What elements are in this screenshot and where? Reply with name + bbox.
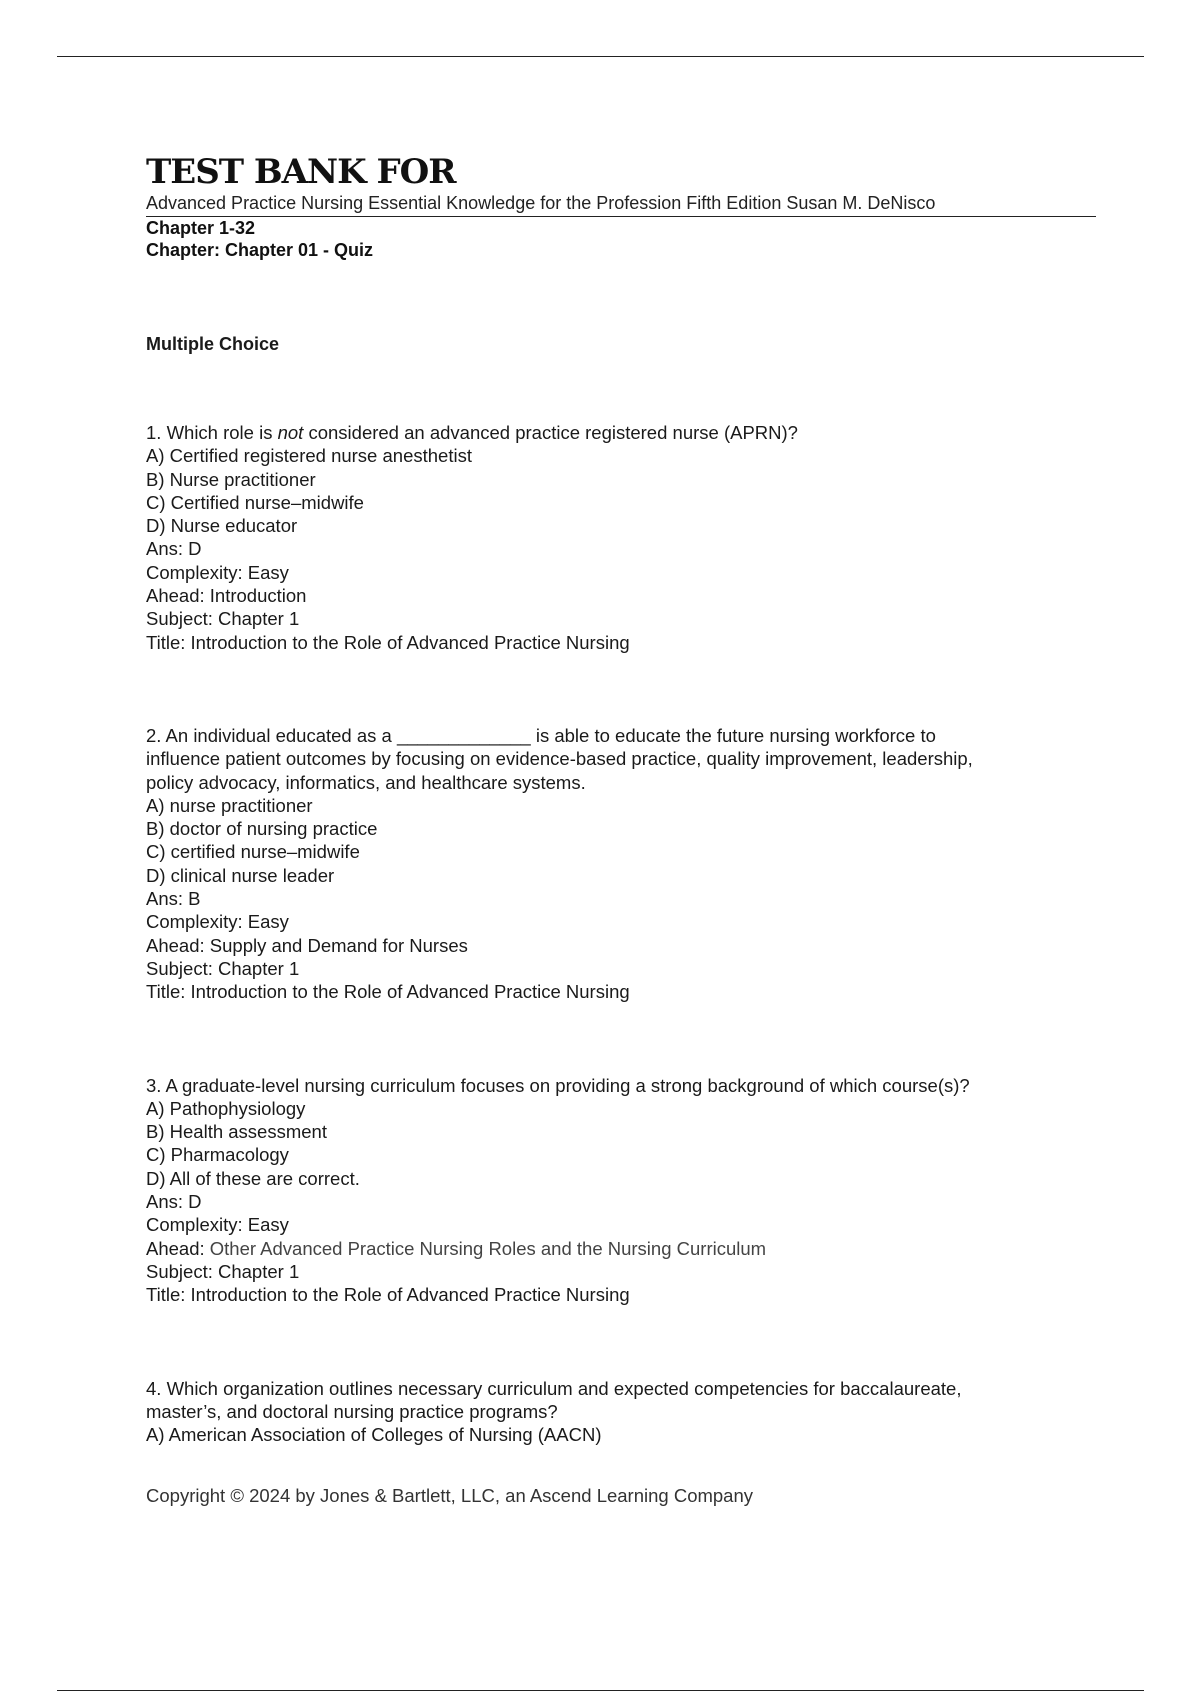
stem-emphasis: not (277, 422, 304, 443)
answer: Ans: D (146, 1191, 202, 1213)
ahead-label: Ahead: (146, 1237, 210, 1259)
ahead (146, 1237, 1096, 1260)
question-1 (146, 421, 1096, 654)
question-4 (146, 1377, 1096, 1447)
subject: Subject: Chapter 1 (146, 957, 300, 979)
top-rule (57, 56, 1144, 57)
option-a: A) American Association of Colleges of Nursing (AACN) (146, 1424, 602, 1446)
ahead: Ahead: Introduction (146, 585, 307, 607)
chapter-range: Chapter 1-32 (146, 218, 256, 238)
question-stem (146, 421, 1096, 444)
complexity: Complexity: Easy (146, 911, 289, 933)
answer: Ans: B (146, 888, 201, 910)
question-3 (146, 1074, 1096, 1307)
option-a: A) Certified registered nurse anesthetist (146, 445, 472, 467)
option-c: C) certified nurse–midwife (146, 841, 360, 863)
question-2 (146, 724, 1096, 1004)
stem-suffix: considered an advanced practice registered nurse (APRN)? (303, 422, 798, 443)
option-b: B) Nurse practitioner (146, 468, 316, 490)
stem-prefix: 1. Which role is (146, 422, 278, 443)
complexity: Complexity: Easy (146, 561, 289, 583)
copyright-footer: Copyright © 2024 by Jones & Bartlett, LLC, an Ascend Learning Company (146, 1485, 754, 1507)
question-stem-line: policy advocacy, informatics, and healthcare systems. (146, 771, 586, 793)
question-stem-line: influence patient outcomes by focusing on evidence-based practice, quality improvement, leadership, (146, 748, 973, 770)
document-body (146, 152, 1096, 1507)
question-stem-line: 2. An individual educated as a _____________ is able to educate the future nursing workforce to (146, 724, 936, 746)
option-d: D) clinical nurse leader (146, 864, 335, 886)
question-stem-line: master’s, and doctoral nursing practice programs? (146, 1400, 558, 1422)
subject: Subject: Chapter 1 (146, 1260, 300, 1282)
section-label: Multiple Choice (146, 334, 280, 354)
chapter-name: Chapter: Chapter 01 - Quiz (146, 240, 374, 260)
title: Title: Introduction to the Role of Advanced Practice Nursing (146, 631, 630, 653)
question-stem-line: 3. A graduate-level nursing curriculum focuses on providing a strong background of which course(s)? (146, 1074, 970, 1096)
book-title: Advanced Practice Nursing Essential Knowledge for the Profession Fifth Edition Susan M. DeNisco (146, 192, 1096, 217)
title: Title: Introduction to the Role of Advanced Practice Nursing (146, 981, 630, 1003)
ahead-value: Other Advanced Practice Nursing Roles and the Nursing Curriculum (209, 1237, 767, 1259)
option-d: D) Nurse educator (146, 515, 298, 537)
ahead: Ahead: Supply and Demand for Nurses (146, 934, 468, 956)
bottom-rule (57, 1690, 1144, 1691)
document-title: TEST BANK FOR (146, 152, 456, 192)
option-d: D) All of these are correct. (146, 1167, 360, 1189)
title: Title: Introduction to the Role of Advanced Practice Nursing (146, 1284, 630, 1306)
answer: Ans: D (146, 538, 202, 560)
option-c: C) Pharmacology (146, 1144, 289, 1166)
question-stem-line: 4. Which organization outlines necessary curriculum and expected competencies for baccalaureate, (146, 1377, 962, 1399)
option-b: B) Health assessment (146, 1121, 327, 1143)
option-a: A) Pathophysiology (146, 1097, 306, 1119)
complexity: Complexity: Easy (146, 1214, 289, 1236)
option-c: C) Certified nurse–midwife (146, 491, 364, 513)
option-a: A) nurse practitioner (146, 794, 313, 816)
subject: Subject: Chapter 1 (146, 608, 300, 630)
option-b: B) doctor of nursing practice (146, 818, 378, 840)
